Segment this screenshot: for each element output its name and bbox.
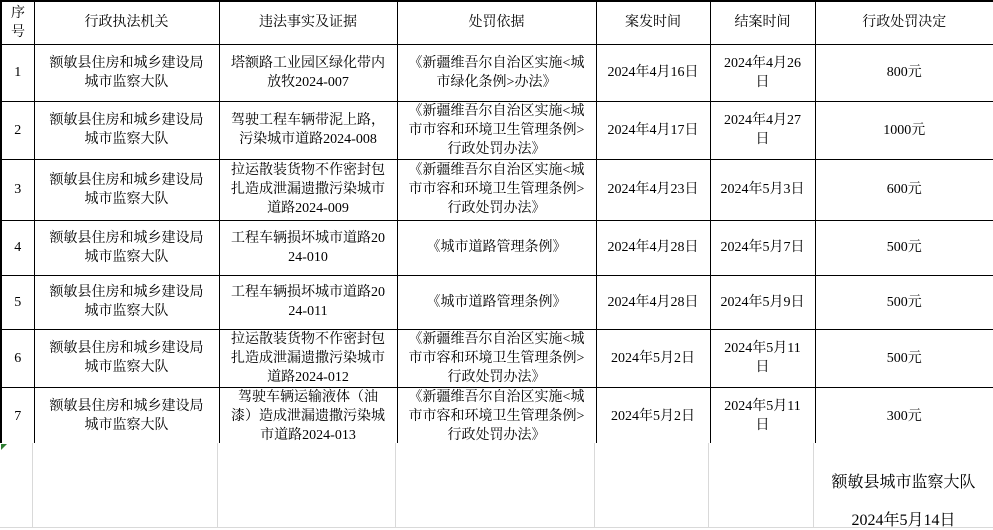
- cell-no: 7: [1, 387, 34, 446]
- cell-close-date: 2024年5月3日: [710, 159, 815, 220]
- table-row: [1, 220, 993, 275]
- col-header-agency: 行政执法机关: [34, 1, 219, 44]
- cell-agency: 额敏县住房和城乡建设局城市监察大队: [34, 329, 219, 387]
- cell-fact: 驾驶车辆运输液体（油漆）造成泄漏遗撒污染城市道路2024-013: [219, 387, 397, 446]
- cell-fact: 塔额路工业园区绿化带内放牧2024-007: [219, 44, 397, 101]
- cell-no: 2: [1, 101, 34, 159]
- cell-close-date: 2024年4月27日: [710, 101, 815, 159]
- col-header-close-date: 结案时间: [710, 1, 815, 44]
- gridline: [594, 443, 595, 528]
- signature-unit: 额敏县城市监察大队: [831, 474, 976, 491]
- cell-agency: 额敏县住房和城乡建设局城市监察大队: [34, 44, 219, 101]
- cell-basis: 《城市道路管理条例》: [397, 220, 596, 275]
- gridline: [708, 443, 709, 528]
- gridline: [32, 443, 33, 528]
- cell-no: 6: [1, 329, 34, 387]
- col-header-penalty: 行政处罚决定: [815, 1, 993, 44]
- cell-case-date: 2024年5月2日: [596, 387, 710, 446]
- cell-agency: 额敏县住房和城乡建设局城市监察大队: [34, 101, 219, 159]
- cell-penalty: 1000元: [815, 101, 993, 159]
- cell-agency: 额敏县住房和城乡建设局城市监察大队: [34, 387, 219, 446]
- col-header-no: 序号: [1, 1, 34, 44]
- table-row: [1, 44, 993, 101]
- cell-basis: 《新疆维吾尔自治区实施<城市市容和环境卫生管理条例>行政处罚办法》: [397, 329, 596, 387]
- cell-basis: 《新疆维吾尔自治区实施<城市绿化条例>办法》: [397, 44, 596, 101]
- col-header-case-date: 案发时间: [596, 1, 710, 44]
- cell-penalty: 300元: [815, 387, 993, 446]
- cell-penalty: 500元: [815, 329, 993, 387]
- cell-basis: 《新疆维吾尔自治区实施<城市市容和环境卫生管理条例>行政处罚办法》: [397, 159, 596, 220]
- table-row: [1, 159, 993, 220]
- gridline: [395, 443, 396, 528]
- cell-no: 1: [1, 44, 34, 101]
- cell-penalty: 500元: [815, 275, 993, 329]
- col-header-fact: 违法事实及证据: [219, 1, 397, 44]
- cell-close-date: 2024年5月7日: [710, 220, 815, 275]
- cell-close-date: 2024年4月26日: [710, 44, 815, 101]
- cell-agency: 额敏县住房和城乡建设局城市监察大队: [34, 159, 219, 220]
- cell-close-date: 2024年5月11日: [710, 329, 815, 387]
- signature-date: 2024年5月14日: [851, 512, 956, 529]
- cell-error-indicator-icon: [1, 444, 7, 450]
- col-header-basis: 处罚依据: [397, 1, 596, 44]
- cell-fact: 拉运散装货物不作密封包扎造成泄漏遗撒污染城市道路2024-012: [219, 329, 397, 387]
- table-row: [1, 101, 993, 159]
- cell-case-date: 2024年4月28日: [596, 275, 710, 329]
- cell-case-date: 2024年5月2日: [596, 329, 710, 387]
- cell-case-date: 2024年4月23日: [596, 159, 710, 220]
- cell-no: 3: [1, 159, 34, 220]
- cell-fact: 拉运散装货物不作密封包扎造成泄漏遗撒污染城市道路2024-009: [219, 159, 397, 220]
- cell-agency: 额敏县住房和城乡建设局城市监察大队: [34, 275, 219, 329]
- table-row: [1, 275, 993, 329]
- cell-basis: 《城市道路管理条例》: [397, 275, 596, 329]
- cell-penalty: 600元: [815, 159, 993, 220]
- cell-close-date: 2024年5月11日: [710, 387, 815, 446]
- cell-penalty: 500元: [815, 220, 993, 275]
- cell-basis: 《新疆维吾尔自治区实施<城市市容和环境卫生管理条例>行政处罚办法》: [397, 387, 596, 446]
- cell-no: 5: [1, 275, 34, 329]
- cell-case-date: 2024年4月16日: [596, 44, 710, 101]
- sheet-footer-area: [0, 443, 993, 530]
- cell-penalty: 800元: [815, 44, 993, 101]
- cell-fact: 工程车辆损坏城市道路2024-011: [219, 275, 397, 329]
- table-row: [1, 387, 993, 446]
- cell-case-date: 2024年4月17日: [596, 101, 710, 159]
- gridline: [217, 443, 218, 528]
- cell-close-date: 2024年5月9日: [710, 275, 815, 329]
- cell-basis: 《新疆维吾尔自治区实施<城市市容和环境卫生管理条例>行政处罚办法》: [397, 101, 596, 159]
- cell-case-date: 2024年4月28日: [596, 220, 710, 275]
- cell-no: 4: [1, 220, 34, 275]
- header-row: [1, 1, 993, 44]
- cell-agency: 额敏县住房和城乡建设局城市监察大队: [34, 220, 219, 275]
- table-row: [1, 329, 993, 387]
- cell-fact: 工程车辆损坏城市道路2024-010: [219, 220, 397, 275]
- cell-fact: 驾驶工程车辆带泥上路，污染城市道路2024-008: [219, 101, 397, 159]
